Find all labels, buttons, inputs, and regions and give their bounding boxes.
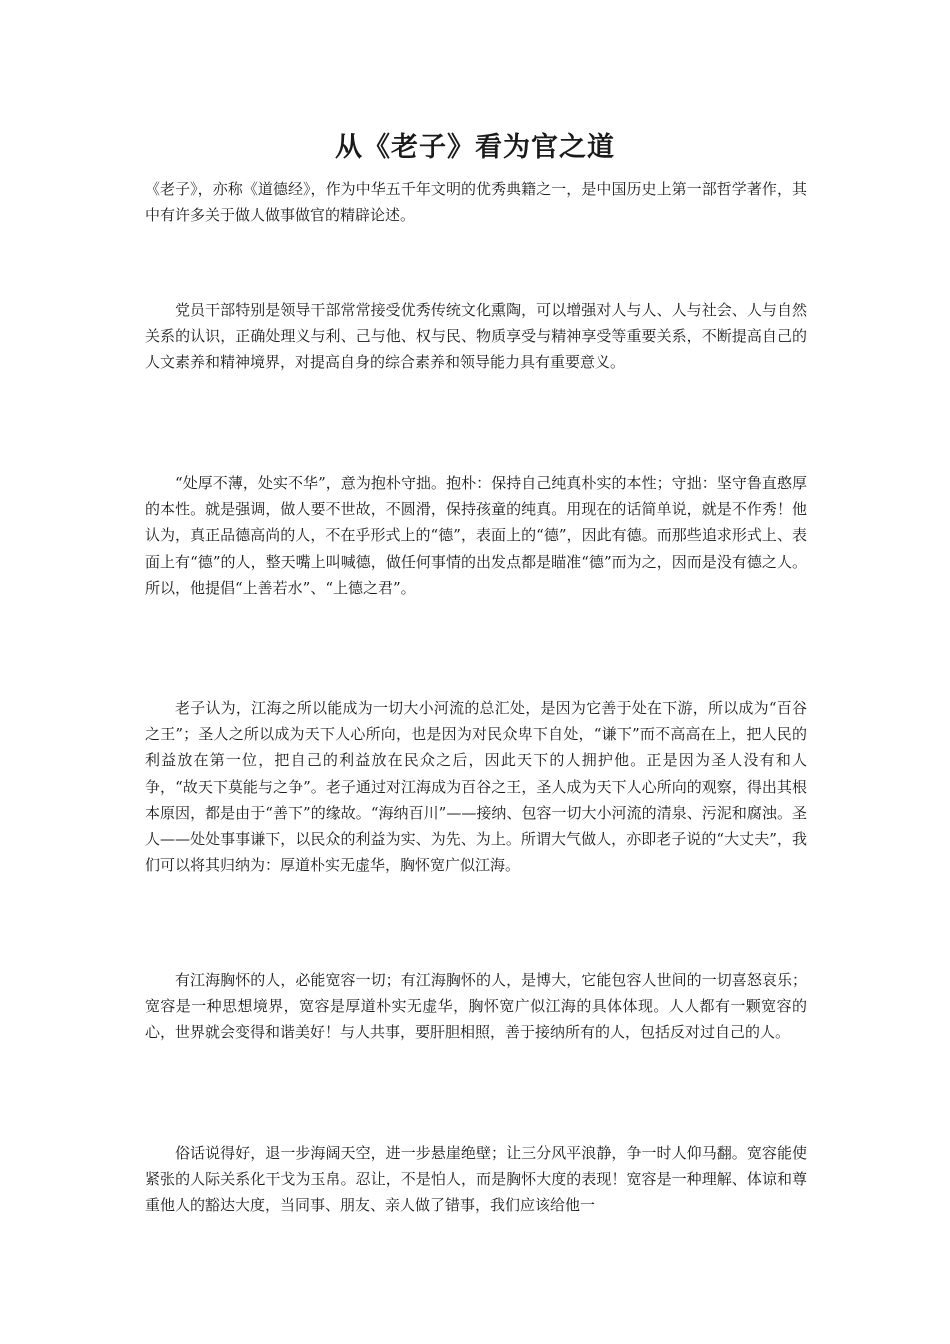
paragraph-cadre-culture: 党员干部特别是领导干部常常接受优秀传统文化熏陶，可以增强对人与人、人与社会、人与自然关系的认识，正确处理义与利、己与他、权与民、物质享受与精神享受等重要关系，不断提高自己的人文素养和精神境界，对提高自身的综合素养和领导能力具有重要意义。: [145, 301, 807, 372]
document-title: 从《老子》看为官之道: [335, 132, 615, 163]
paragraph-tolerance: 有江海胸怀的人，必能宽容一切；有江海胸怀的人，是博大，它能包容人世间的一切喜怒哀乐；宽容是一种思想境界，宽容是厚道朴实无虚华，胸怀宽广似江海的具体体现。人人都有一颗宽容的心，世界就会变得和谐美好！与人共事，要肝胆相照，善于接纳所有的人，包括反对过自己的人。: [145, 971, 807, 1042]
paragraph-intro: 《老子》，亦称《道德经》，作为中华五千年文明的优秀典籍之一，是中国历史上第一部哲学著作，其中有许多关于做人做事做官的精辟论述。: [145, 180, 807, 225]
paragraph-simplicity: “处厚不薄，处实不华”，意为抱朴守拙。抱朴：保持自己纯真朴实的本性；守拙：坚守鲁直憨厚的本性。就是强调，做人要不世故，不圆滑，保持孩童的纯真。用现在的话简单说，就是不作秀！他认为，真正品德高尚的人，不在乎形式上的“德”，表面上的“德”，因此有德。而那些追求形式上、表面上有“德”的人，整天嘴上叫喊德，做任何事情的出发点都是瞄准“德”而为之，因而是没有德之人。所以，他提倡“上善若水”、“上德之君”。: [145, 474, 807, 597]
paragraph-rivers-and-seas: 老子认为，江海之所以能成为一切大小河流的总汇处，是因为它善于处在下游，所以成为“百谷之王”；圣人之所以成为天下人心所向，也是因为对民众卑下自处，“谦下”而不高高在上，把人民的利益放在第一位，把自己的利益放在民众之后，因此天下的人拥护他。正是因为圣人没有和人争，“故天下莫能与之争”。老子通过对江海成为百谷之王，圣人成为天下人心所向的观察，得出其根本原因，都是由于“善下”的缘故。“海纳百川”——接纳、包容一切大小河流的清泉、污泥和腐浊。圣人——处处事事谦下，以民众的利益为实、为先、为上。所谓大气做人，亦即老子说的“大丈夫”，我们可以将其归纳为：厚道朴实无虚华，胸怀宽广似江海。: [145, 699, 807, 875]
paragraph-forbearance: 俗话说得好，退一步海阔天空，进一步悬崖绝壁；让三分风平浪静，争一时人仰马翻。宽容能使紧张的人际关系化干戈为玉帛。忍让，不是怕人，而是胸怀大度的表现！宽容是一种理解、体谅和尊重他人的豁达大度，当同事、朋友、亲人做了错事，我们应该给他一: [145, 1144, 807, 1215]
